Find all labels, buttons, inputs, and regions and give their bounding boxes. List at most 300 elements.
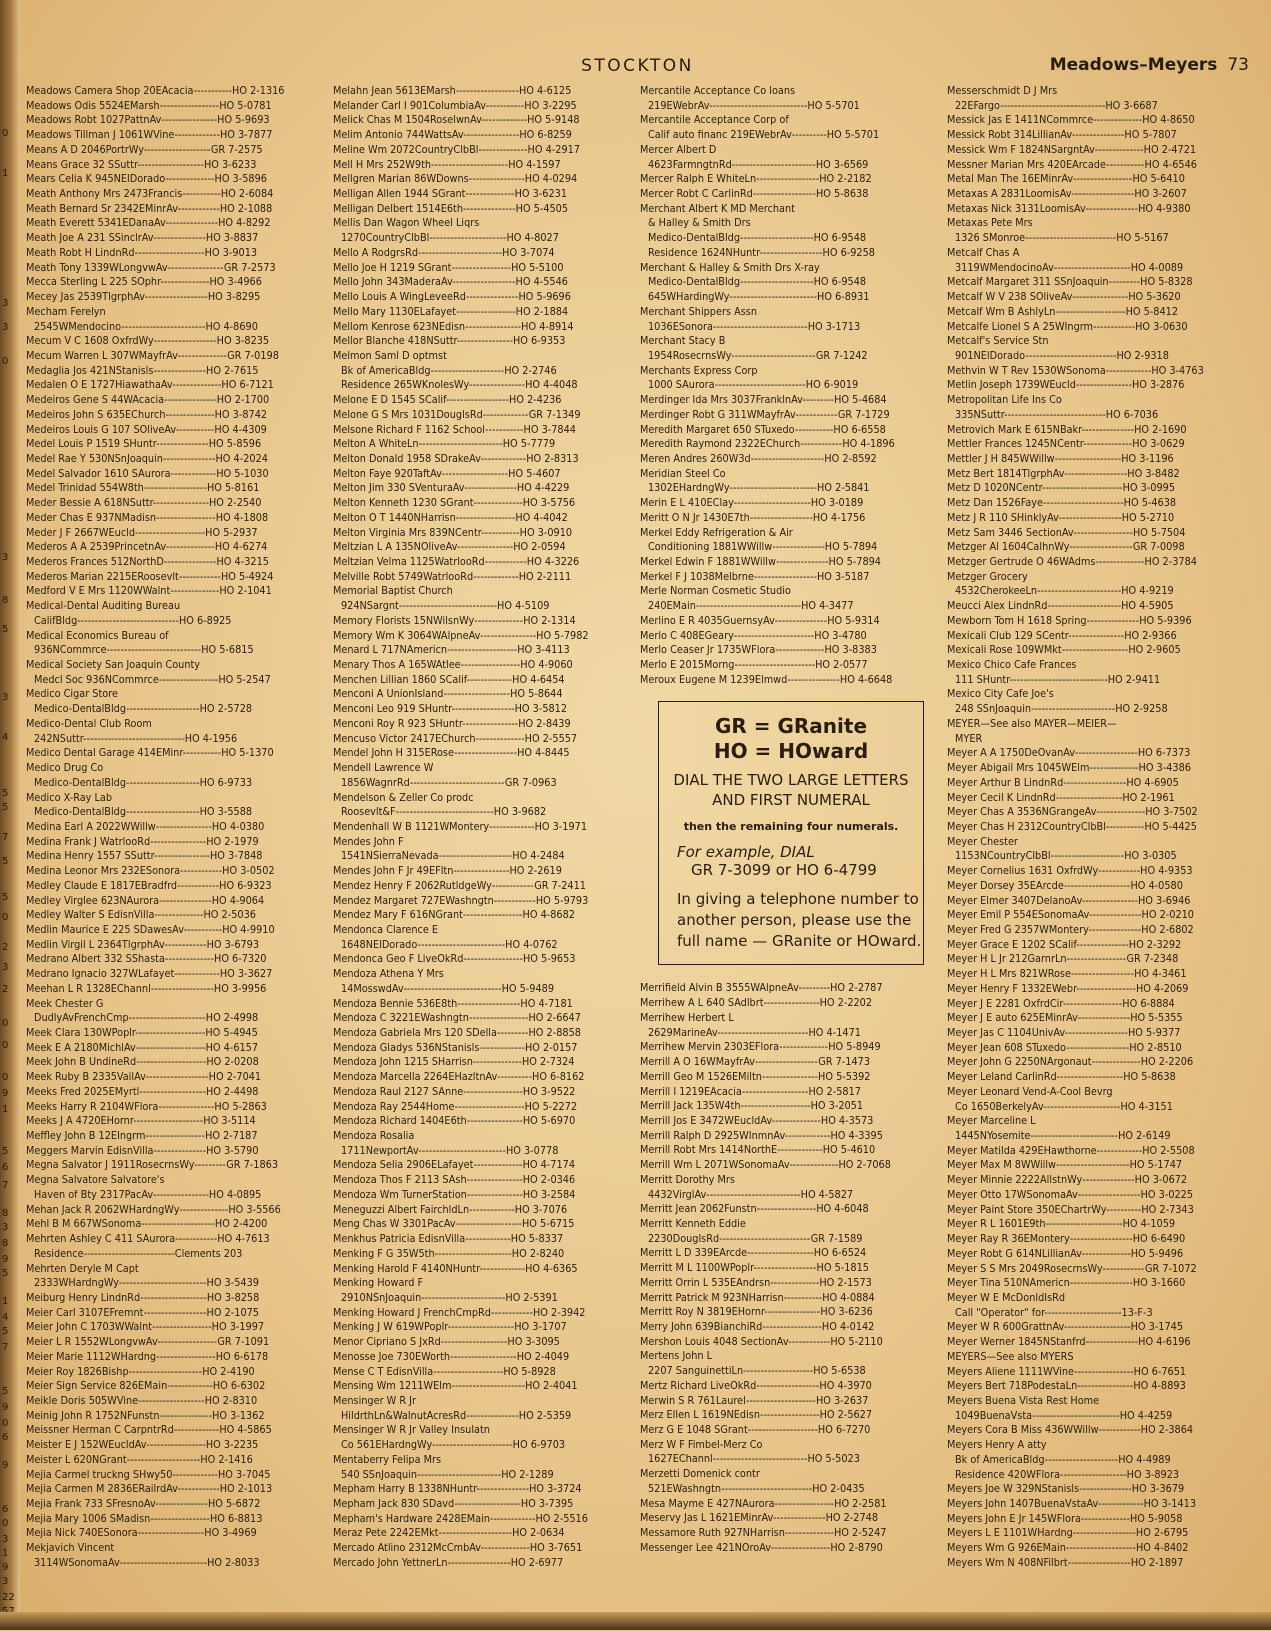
listing-phone: HO 2-5817 (808, 1084, 861, 1098)
listing-entry (947, 864, 1250, 879)
listing-phone: HO 4-8402 (1135, 1541, 1189, 1555)
listing-name: Melsone Richard F 1162 School (333, 422, 485, 436)
leader-dashes: ------------------ (1069, 540, 1133, 554)
listing-name: Meyer Paint Store 350EChartrWy (947, 1202, 1107, 1216)
listing-entry (333, 172, 636, 187)
listing-name: Mendoza John 1215 SHarrisn (333, 1055, 473, 1069)
listing-phone: HO 5-4607 (508, 466, 561, 480)
listing-entry (333, 1365, 636, 1380)
listing-name: MEYER—See also MAYER—MEIER— (947, 716, 1117, 730)
listing-entry (333, 1100, 636, 1115)
listing-entry (26, 408, 329, 423)
listing-entry (947, 702, 1250, 717)
listing-phone: HO 2-1979 (206, 834, 259, 848)
gutter-number: 9 (2, 1402, 9, 1413)
listing-phone: HO 2-3784 (1144, 555, 1197, 568)
leader-dashes: --------------- (1076, 937, 1129, 951)
listing-entry (26, 746, 329, 761)
listing-name: Menking Harold F 4140NHuntr (333, 1261, 480, 1275)
leader-dashes: -------------------- (136, 1055, 207, 1069)
listing-phone: HO 3-0225 (1140, 1187, 1194, 1201)
listing-name: Mendez Margaret 727EWashngtn (333, 893, 494, 907)
listing-name: Mettler J H 845WWillw (947, 451, 1055, 465)
listing-entry (333, 1394, 636, 1409)
listing-phone: HO 4-8650 (1142, 113, 1195, 127)
leader-dashes: ------------- (466, 672, 513, 686)
listing-phone: HO 3-4113 (517, 643, 570, 657)
listing-phone: HO 2-9318 (1116, 348, 1169, 362)
listing-name: 901NElDorado (955, 348, 1026, 362)
leader-dashes: ------------------ (749, 510, 813, 524)
listing-name: Medico-DentalBldg (34, 805, 126, 819)
listing-phone: HO 3-2637 (815, 1393, 869, 1407)
gutter-number: 9 (2, 1254, 9, 1265)
leader-dashes: -------------------------- (714, 378, 806, 392)
listing-phone: HO 4-1059 (1122, 1217, 1176, 1231)
leader-dashes: ------------------------ (1037, 584, 1122, 598)
leader-dashes: -------------- (165, 172, 215, 186)
listing-name: DudlyAvFrenchCmp (34, 1011, 129, 1025)
listing-name: Conditioning 1881WWillw (648, 540, 773, 554)
listing-name: Melton Jim 330 SVenturaAv (333, 481, 465, 495)
leader-dashes: --------------- (476, 1482, 530, 1496)
listing-name: Merrihew A L 640 SAdlbrt (640, 996, 764, 1010)
listing-entry (947, 894, 1250, 909)
listing-entry (26, 437, 329, 452)
leader-dashes: ----------------- (1076, 981, 1136, 995)
listing-name: 4623FarmngtnRd (648, 157, 732, 171)
gutter-number: 6 (2, 1504, 9, 1515)
listing-name: Mercer Robt C CarlinRd (640, 187, 753, 201)
leader-dashes: --------------- (772, 1511, 826, 1525)
listing-entry (26, 158, 329, 173)
leader-dashes: -------------------- (743, 1364, 814, 1378)
listing-phone: HO 3-1971 (534, 819, 588, 833)
listing-entry (947, 1409, 1250, 1424)
listing-name: Merritt Kenneth Eddie (640, 1216, 746, 1230)
listing-entry (26, 305, 329, 320)
listing-entry (947, 393, 1250, 408)
listing-name: Medical Economics Bureau of (26, 628, 169, 642)
listing-entry (333, 246, 636, 261)
leader-dashes: ---------------- (457, 540, 514, 554)
listing-phone: HO 5-5023 (807, 1452, 860, 1466)
listing-entry (333, 526, 636, 541)
listing-name: Metzger Gertrude O 46WAdms (947, 555, 1096, 568)
leader-dashes: ----------------- (1062, 996, 1123, 1010)
listing-entry (333, 746, 636, 761)
listing-phone: HO 2-0577 (815, 658, 868, 672)
leader-dashes: --------------- (153, 363, 207, 377)
listing-name: Meder Bessie A 618NSuttr (26, 496, 153, 510)
gutter-number: 0 (2, 1018, 9, 1029)
listing-entry (640, 128, 943, 143)
listing-phone: GR 7-1349 (528, 407, 581, 421)
listing-entry (947, 761, 1250, 776)
listing-name: Meggers Marvin EdisnVilla (26, 1143, 154, 1157)
listing-phone: GR 7-1473 (818, 1055, 870, 1069)
listing-entry (640, 1511, 943, 1526)
listing-name: Melton O T 1440NHarrisn (333, 510, 456, 524)
listing-phone: HO 2-2787 (830, 981, 883, 995)
leader-dashes: ------------------ (1074, 746, 1138, 760)
listing-phone: HO 5-8337 (510, 1232, 564, 1246)
listing-entry (640, 1188, 943, 1203)
listing-name: Mensinger W R Jr (333, 1393, 417, 1407)
leader-dashes: ------------- (174, 128, 220, 142)
listing-name: Merrill A O 16WMayfrAv (640, 1055, 755, 1069)
listing-name: 1954RosecrnsWy (648, 348, 732, 362)
leader-dashes: ----------------- (145, 1129, 206, 1143)
listing-name: Meucci Alex LindnRd (947, 599, 1048, 613)
listing-phone: HO 4-8690 (205, 319, 258, 333)
leader-dashes: --------------------- (1056, 1158, 1130, 1172)
listing-entry (26, 1350, 329, 1365)
leader-dashes: -------------- (165, 407, 215, 421)
leader-dashes: --------------- (1086, 613, 1140, 627)
listing-entry (333, 452, 636, 467)
listing-name: Call "Operator" for (955, 1305, 1045, 1319)
listing-phone: HO 3-4966 (209, 275, 262, 289)
listing-entry (947, 1011, 1250, 1026)
leader-dashes: ----------------------------- (77, 613, 179, 627)
listing-entry (333, 231, 636, 246)
listing-entry (26, 275, 329, 290)
listing-name: Mentaberry Felipa Mrs (333, 1452, 442, 1466)
listing-name: 2910NSnJoaquin (341, 1290, 422, 1304)
listing-name: Meiburg Henry LindnRd (26, 1290, 141, 1304)
listing-entry (333, 1026, 636, 1041)
leader-dashes: -------------- (1093, 113, 1143, 127)
listing-phone: HO 2-0594 (513, 540, 566, 554)
listing-name: 1153NCountryClbBl (955, 849, 1051, 863)
gutter-number: 6 (2, 1432, 9, 1443)
listing-name: Medel Louis P 1519 SHuntr (26, 437, 157, 451)
listing-phone: HO 4-7613 (217, 1232, 270, 1246)
gutter-number: 5 (2, 1326, 9, 1337)
listing-entry (947, 1276, 1250, 1291)
listing-phone: GR 7-1072 (1144, 1261, 1197, 1275)
listing-entry (640, 540, 943, 555)
listing-name: Meyer Werner 1845NStanfrd (947, 1335, 1086, 1349)
listing-entry (333, 584, 636, 599)
listing-entry (640, 1394, 943, 1409)
listing-entry (947, 378, 1250, 393)
gutter-number: 7 (2, 832, 9, 843)
leader-dashes: --------------------- (128, 1364, 203, 1378)
leader-dashes: ---------------- (453, 864, 510, 878)
gutter-number: 1 (2, 168, 9, 179)
listing-name: Mendoza Gladys 536NStanisls (333, 1040, 480, 1054)
leader-dashes: --------------------- (750, 451, 825, 465)
listing-name: Meredith Margaret 650 STuxedo (640, 422, 795, 436)
listing-name: Mercantile Acceptance Co loans (640, 84, 796, 97)
listing-name: Meren Andres 260W3d (640, 451, 751, 465)
leader-dashes: -------------- (1083, 437, 1133, 451)
listing-entry (26, 997, 329, 1012)
listing-name: Meadows Tillman J 1061WVine (26, 128, 175, 142)
listing-entry (26, 1379, 329, 1394)
listing-phone: HO 4-9060 (520, 658, 573, 672)
listing-entry (640, 231, 943, 246)
leader-dashes: --------------- (1081, 422, 1135, 436)
listing-phone: HO 2-8790 (830, 1540, 883, 1554)
listing-phone: HO 3-4386 (1138, 761, 1191, 775)
leader-dashes: --------------- (153, 231, 206, 245)
gutter-number: 0 (2, 356, 9, 367)
listing-column-4 (947, 84, 1250, 1571)
listing-entry (947, 246, 1250, 261)
listing-name: 240EMain (648, 599, 696, 613)
listing-name: Meyer Minnie 2222AllstnWy (947, 1173, 1083, 1187)
gutter-number: 7 (2, 1180, 9, 1191)
listing-phone: HO 3-3627 (219, 967, 273, 981)
leader-dashes: --------------- (159, 893, 212, 907)
listing-entry (640, 334, 943, 349)
leader-dashes: ---------------------- (431, 157, 509, 171)
listing-name: Menconi Leo 919 SHuntr (333, 702, 452, 716)
listing-name: CalifBldg (34, 613, 78, 627)
listing-entry (640, 1423, 943, 1438)
listing-entry (947, 555, 1250, 570)
leader-dashes: ----------------- (460, 658, 521, 672)
listing-name: Merrifield Alvin B 3555WAlpneAv (640, 981, 799, 995)
listing-entry (26, 791, 329, 806)
listing-phone: HO 3-8923 (1126, 1467, 1180, 1481)
listing-phone: HO 3-4780 (814, 628, 867, 642)
listing-name: Medico X-Ray Lab (26, 790, 113, 804)
listing-phone: HO 5-9489 (501, 981, 554, 995)
listing-entry (947, 290, 1250, 305)
listing-name: 1856WagnrRd (341, 775, 410, 789)
listing-name: Melim Antonio 744WattsAv (333, 128, 464, 142)
listing-phone: HO 2-2619 (509, 864, 562, 878)
leader-dashes: -------------- (1094, 142, 1144, 156)
listing-name: Mendes John F (333, 834, 404, 848)
leader-dashes: ---------------- (469, 378, 526, 392)
listing-entry (333, 717, 636, 732)
gutter-number: 1 (2, 1296, 9, 1307)
leader-dashes: ----------- (783, 1290, 823, 1304)
listing-entry (947, 113, 1250, 128)
leader-dashes: ------------------------- (118, 1276, 207, 1290)
listing-entry (640, 84, 943, 99)
listing-entry (26, 334, 329, 349)
listing-entry (333, 835, 636, 850)
listing-phone: HO 5-9396 (1139, 613, 1192, 627)
listing-phone: HO 4-5546 (515, 275, 568, 289)
leader-dashes: -------------- (172, 378, 222, 392)
listing-entry (26, 1144, 329, 1159)
listing-name: Messenger Lee 421NOroAv (640, 1540, 771, 1554)
listing-name: MYER (955, 731, 983, 745)
listing-entry (26, 187, 329, 202)
leader-dashes: ------------------ (457, 996, 521, 1010)
leader-dashes: --------------------- (1047, 599, 1122, 613)
listing-phone: HO 3-7877 (219, 128, 273, 142)
listing-name: Meyer Arthur B LindnRd (947, 775, 1064, 789)
listing-name: Mettler Frances 1245NCentr (947, 437, 1084, 451)
listing-phone: GR 7-1091 (217, 1335, 270, 1349)
leader-dashes: ------------------ (447, 1555, 511, 1569)
listing-phone: GR 7-2348 (1126, 952, 1179, 966)
listing-name: 1711NewportAv (341, 1143, 419, 1157)
leader-dashes: ------------ (177, 878, 220, 892)
listing-entry (26, 673, 329, 688)
gutter-number: 0 (2, 1040, 9, 1051)
listing-entry (26, 1070, 329, 1085)
listing-name: Medico Drug Co (26, 761, 104, 775)
listing-phone: HO 6-8162 (532, 1070, 585, 1084)
listing-entry (333, 99, 636, 114)
listing-entry (26, 1188, 329, 1203)
listing-entry (333, 408, 636, 423)
listing-entry (947, 1070, 1250, 1085)
listing-entry (947, 202, 1250, 217)
listing-phone: HO 4-6048 (816, 1202, 869, 1216)
page-bottom-edge (0, 1612, 1271, 1630)
listing-name: & Halley & Smith Drs (648, 216, 751, 230)
listing-entry (640, 1541, 943, 1556)
listing-entry (333, 378, 636, 393)
leader-dashes: ------------- (1097, 1497, 1144, 1510)
listing-entry (640, 1143, 943, 1158)
listing-name: Metaxas Pete Mrs (947, 216, 1033, 230)
listing-name: Mendoza Ray 2544Home (333, 1099, 455, 1113)
listing-phone: HO 3-6793 (206, 937, 260, 951)
listing-entry (333, 320, 636, 335)
listing-entry (333, 982, 636, 997)
listing-entry (26, 1232, 329, 1247)
listing-name: Metcalf Chas A (947, 245, 1020, 259)
listing-entry (640, 1291, 943, 1306)
listing-phone: GR 7-0198 (227, 348, 279, 362)
notice-example-label: For example, DIAL (677, 843, 815, 862)
listing-name: Medford V E Mrs 1120WWalnt (26, 584, 171, 598)
leader-dashes: ----------- (182, 746, 222, 760)
listing-name: Medico-DentalBldg (648, 275, 740, 289)
listing-entry (640, 452, 943, 467)
listing-phone: HO 4-1808 (215, 510, 269, 524)
leader-dashes: ------------------- (1060, 1467, 1127, 1481)
listing-entry (333, 923, 636, 938)
listing-entry (26, 540, 329, 555)
listing-name: Menor Cipriano S JxRd (333, 1335, 441, 1349)
listing-phone: HO 2-2746 (504, 363, 557, 377)
listing-name: Meyer Jas C 1104UnivAv (947, 1026, 1065, 1039)
listing-entry (640, 511, 943, 526)
listing-entry (640, 1261, 943, 1276)
listing-entry (333, 1335, 636, 1350)
leader-dashes: --------------- (156, 437, 209, 451)
leader-dashes: -------------- (179, 1202, 229, 1216)
listing-phone: HO 2-2202 (819, 996, 873, 1010)
leader-dashes: ------------- (481, 113, 528, 127)
leader-dashes: ------------------- (1063, 1320, 1131, 1334)
leader-dashes: -------------------- (135, 1026, 206, 1039)
listing-phone: HO 3-6569 (815, 157, 869, 171)
listing-entry (26, 481, 329, 496)
listing-name: Mexicali Rose 109WMkt (947, 643, 1062, 657)
listing-phone: GR 7-1729 (837, 407, 890, 421)
leader-dashes: ------------------ (453, 746, 518, 760)
listing-entry (333, 1247, 636, 1262)
listing-name: Melville Robt 5749WatrlooRd (333, 569, 474, 583)
leader-dashes: ----------- (485, 98, 525, 112)
leader-dashes: --------------- (775, 555, 829, 568)
leader-dashes: ------------------ (759, 245, 823, 259)
listing-name: Mendez Mary F 616NGrant (333, 908, 463, 922)
listing-entry (947, 1026, 1250, 1041)
listing-entry (947, 437, 1250, 452)
listing-entry (640, 290, 943, 305)
listing-name: Bk of AmericaBldg (341, 363, 431, 377)
listing-name: Meltzian L A 135NOliveAv (333, 540, 458, 554)
leader-dashes: -------------------- (740, 1099, 811, 1113)
leader-dashes: ------------------------- (119, 1555, 208, 1569)
listing-entry (333, 570, 636, 585)
listing-entry (26, 1438, 329, 1453)
listing-phone: HO 6-7121 (221, 378, 274, 392)
leader-dashes: ------------ (490, 1305, 533, 1319)
leader-dashes: ------------------ (143, 481, 207, 495)
listing-name: 924NSargnt (341, 599, 399, 613)
listing-name: Meeks Harry R 2104WFlora (26, 1099, 159, 1113)
leader-dashes: ---------------- (462, 716, 519, 730)
listing-entry (947, 776, 1250, 791)
listing-entry (333, 1423, 636, 1438)
listing-entry (333, 364, 636, 379)
listing-name: Melahn Jean 5613EMarsh (333, 84, 456, 97)
listing-name: Mecum V C 1608 OxfrdWy (26, 334, 154, 348)
listing-phone: HO 5-9148 (527, 113, 580, 127)
leader-dashes: ------------------- (137, 1526, 205, 1540)
listing-name: Meredith Raymond 2322EChurch (640, 437, 801, 451)
listing-phone: HO 4-8914 (521, 319, 574, 333)
listing-name: Meyer Chester (947, 834, 1018, 848)
listing-name: 1036ESonora (648, 319, 714, 333)
listing-entry (333, 1512, 636, 1527)
listing-entry (947, 849, 1250, 864)
listing-phone: HO 4-7174 (522, 1158, 575, 1172)
leader-dashes: -------------- (473, 1158, 523, 1172)
listing-entry (640, 349, 943, 364)
listing-entry (26, 1041, 329, 1056)
listing-phone: HO 5-4610 (822, 1143, 876, 1157)
listing-phone: HO 5-5701 (807, 98, 860, 112)
listing-entry (947, 1306, 1250, 1321)
listing-name: Menking F G 35W5th (333, 1246, 435, 1260)
listing-name: Melander Carl I 901ColumbiaAv (333, 98, 486, 112)
leader-dashes: ------------ (493, 893, 536, 907)
notice-first-numeral: AND FIRST NUMERAL (712, 791, 870, 810)
listing-entry (333, 1482, 636, 1497)
listing-entry (640, 1467, 943, 1482)
listing-entry (26, 1468, 329, 1483)
listing-name: Meraz Pete 2242EMkt (333, 1526, 439, 1540)
listing-name: Meyer J E 2281 OxfrdCir (947, 996, 1063, 1010)
listing-phone: HO 5-2710 (1121, 510, 1175, 524)
leader-dashes: -------------------------- (717, 1025, 809, 1039)
listing-name: Meyer Cecil K LindnRd (947, 790, 1056, 804)
listing-phone: HO 3-0502 (222, 864, 275, 878)
listing-entry (640, 481, 943, 496)
listing-name: 1049BuenaVsta (955, 1408, 1033, 1422)
listing-phone: HO 4-0895 (208, 1187, 262, 1201)
listing-entry (333, 1232, 636, 1247)
leader-dashes: ------------------ (451, 702, 515, 716)
listing-phone: HO 5-7982 (536, 628, 589, 642)
